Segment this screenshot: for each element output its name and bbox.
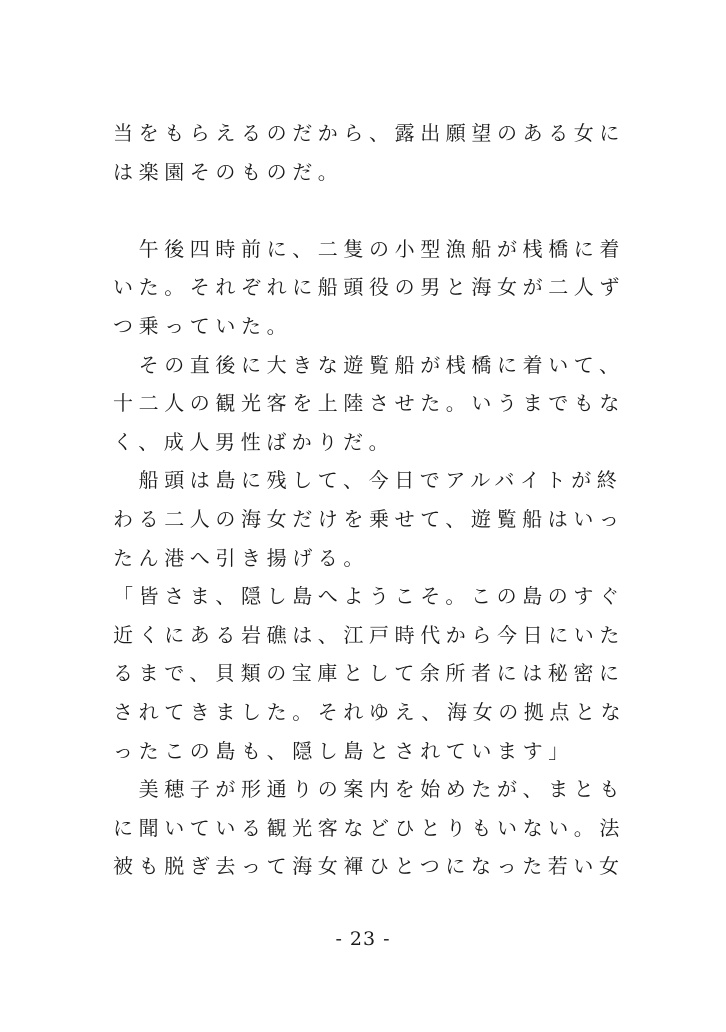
text-line: 「皆さま、隠し島へようこそ。この島のすぐ	[113, 584, 625, 609]
text-line: 十二人の観光客を上陸させた。いうまでもな	[113, 391, 625, 416]
text-line: その直後に大きな遊覧船が桟橋に着いて、	[113, 352, 625, 377]
text-line: に聞いている観光客などひとりもいない。法	[113, 815, 625, 840]
text-line: 美穂子が形通りの案内を始めたが、まとも	[113, 777, 625, 802]
text-line: く、成人男性ばかりだ。	[113, 429, 395, 454]
text-line: されてきました。それゆえ、海女の拠点とな	[113, 699, 627, 724]
text-line: 船頭は島に残して、今日でアルバイトが終	[113, 468, 623, 493]
page-number: - 23 -	[335, 928, 391, 950]
text-line: つ乗っていた。	[113, 313, 293, 338]
text-line: わる二人の海女だけを乗せて、遊覧船はいっ	[113, 506, 625, 531]
text-line: 当をもらえるのだから、露出願望のある女に	[113, 121, 625, 145]
blank-line	[113, 191, 613, 230]
body-text	[113, 114, 627, 886]
text-line: ったこの島も、隠し島とされています」	[113, 738, 574, 763]
text-line: は楽園そのものだ。	[113, 159, 344, 184]
text-line: たん港へ引き揚げる。	[113, 545, 369, 570]
text-line: 被も脱ぎ去って海女褌ひとつになった若い女	[113, 854, 625, 879]
text-line: るまで、貝類の宝庫として余所者には秘密に	[113, 661, 625, 686]
text-line: 午後四時前に、二隻の小型漁船が桟橋に着	[113, 236, 625, 261]
text-line: 近くにある岩礁は、江戸時代から今日にいた	[113, 622, 625, 647]
text-line: いた。それぞれに船頭役の男と海女が二人ず	[113, 275, 625, 300]
